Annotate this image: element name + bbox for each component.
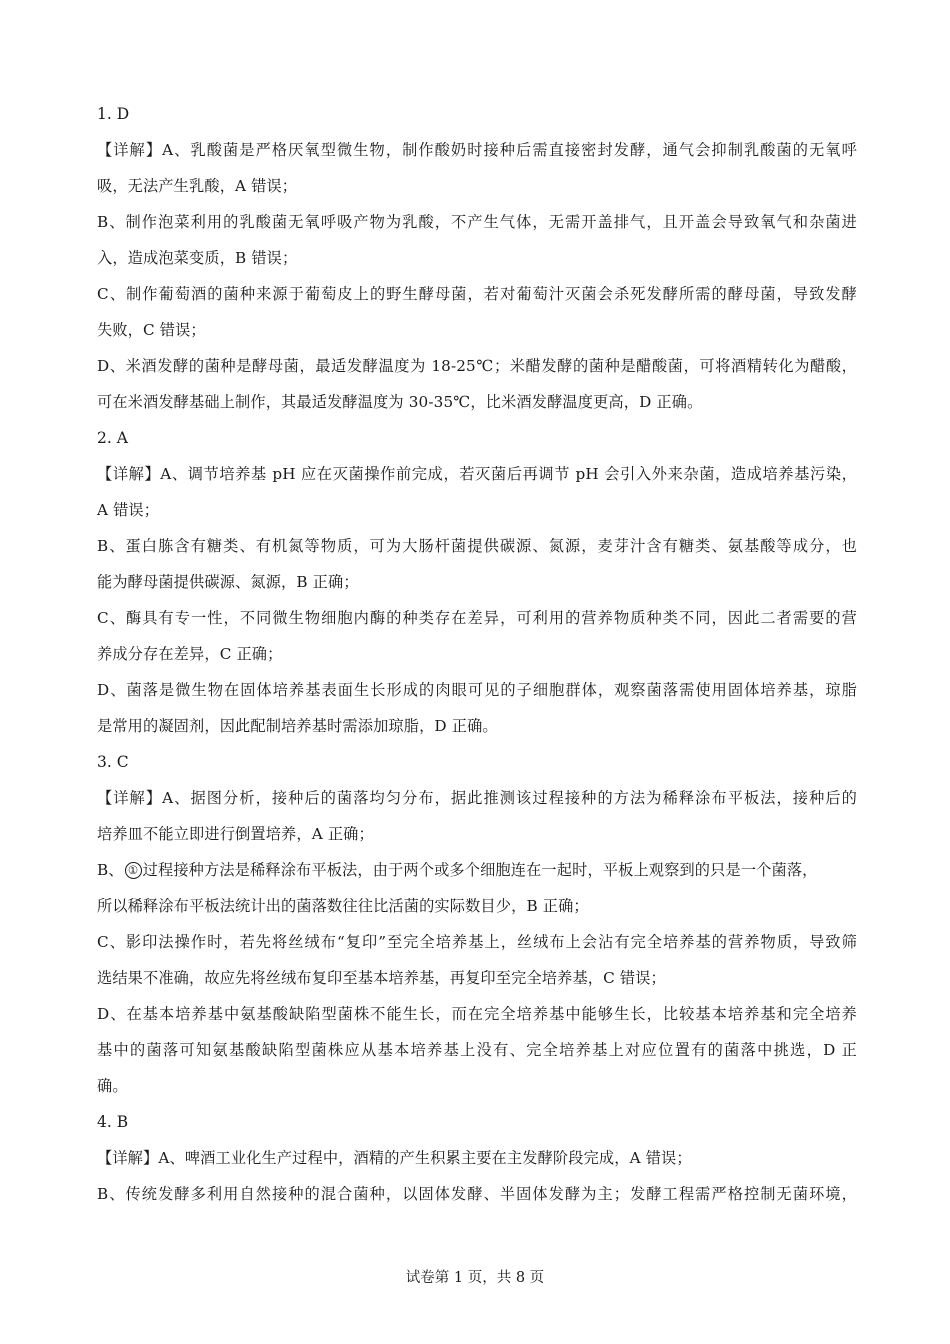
answer-line: 养成分存在差异，C 正确；	[97, 645, 283, 663]
answer-line: C、影印法操作时，若先将丝绒布“复印”至完全培养基上，丝绒布上会沾有完全培养基的营养物质，导致筛	[97, 933, 857, 951]
option-prefix: B、	[97, 861, 124, 879]
circled-number-one: ①	[125, 862, 142, 879]
question-number: 2. A	[97, 429, 128, 447]
answer-line: D、在基本培养基中氨基酸缺陷型菌株不能生长，而在完全培养基中能够生长，比较基本培养基和完全培养	[97, 1005, 857, 1023]
question-number: 1. D	[97, 105, 130, 123]
question-number: 4. B	[97, 1113, 129, 1131]
answer-line: 【详解】A、乳酸菌是严格厌氧型微生物，制作酸奶时接种后需直接密封发酵，通气会抑制乳酸菌的无氧呼	[97, 141, 857, 159]
answer-line: 所以稀释涂布平板法统计出的菌落数往往比活菌的实际数目少，B 正确；	[97, 897, 589, 915]
answer-line: 【详解】A、据图分析，接种后的菌落均匀分布，据此推测该过程接种的方法为稀释涂布平板法，接种后的	[97, 789, 857, 807]
answer-line: B、传统发酵多利用自然接种的混合菌种，以固体发酵、半固体发酵为主；发酵工程需严格控制无菌环境，	[97, 1185, 857, 1203]
answer-line: 是常用的凝固剂，因此配制培养基时需添加琼脂，D 正确。	[97, 717, 498, 735]
answer-line: 确。	[97, 1077, 128, 1095]
answer-content	[97, 96, 857, 1212]
answer-line: C、酶具有专一性，不同微生物细胞内酶的种类存在差异，可利用的营养物质种类不同，因此二者需要的营	[97, 609, 857, 627]
page-footer: 试卷第 1 页，共 8 页	[405, 1270, 545, 1286]
question-number: 3. C	[97, 753, 129, 771]
answer-line: 选结果不准确，故应先将丝绒布复印至基本培养基，再复印至完全培养基，C 错误；	[97, 969, 666, 987]
answer-line: 失败，C 错误；	[97, 321, 206, 339]
answer-line: C、制作葡萄酒的菌种来源于葡萄皮上的野生酵母菌，若对葡萄汁灭菌会杀死发酵所需的酵母菌，导致发酵	[97, 285, 857, 303]
answer-line: 能为酵母菌提供碳源、氮源，B 正确；	[97, 573, 359, 591]
answer-line: 【详解】A、啤酒工业化生产过程中，酒精的产生积累主要在主发酵阶段完成，A 错误；	[97, 1149, 692, 1167]
answer-line: 可在米酒发酵基础上制作，其最适发酵温度为 30-35℃，比米酒发酵温度更高，D 正确。	[97, 393, 703, 411]
answer-line-rest: 过程接种方法是稀释涂布平板法，由于两个或多个细胞连在一起时，平板上观察到的只是一个菌落，	[142, 861, 818, 879]
answer-line: 【详解】A、调节培养基 pH 应在灭菌操作前完成，若灭菌后再调节 pH 会引入外来杂菌，造成培养基污染，	[97, 465, 857, 483]
answer-line: B、蛋白胨含有糖类、有机氮等物质，可为大肠杆菌提供碳源、氮源，麦芽汁含有糖类、氨基酸等成分，也	[97, 537, 857, 555]
answer-line: D、米酒发酵的菌种是酵母菌，最适发酵温度为 18-25℃；米醋发酵的菌种是醋酸菌，可将酒精转化为醋酸，	[97, 357, 857, 375]
answer-line: A 错误；	[97, 501, 160, 519]
answer-line: B、制作泡菜利用的乳酸菌无氧呼吸产物为乳酸，不产生气体，无需开盖排气，且开盖会导致氧气和杂菌进	[97, 213, 857, 231]
answer-line: 吸，无法产生乳酸，A 错误；	[97, 177, 298, 195]
answer-line: D、菌落是微生物在固体培养基表面生长形成的肉眼可见的子细胞群体，观察菌落需使用固体培养基，琼脂	[97, 681, 857, 699]
answer-line: 基中的菌落可知氨基酸缺陷型菌株应从基本培养基上没有、完全培养基上对应位置有的菌落中挑选，D 正	[97, 1041, 857, 1059]
answer-line: 入，造成泡菜变质，B 错误；	[97, 249, 298, 267]
answer-line-with-marker	[97, 852, 857, 888]
answer-line: 培养皿不能立即进行倒置培养，A 正确；	[97, 825, 374, 843]
